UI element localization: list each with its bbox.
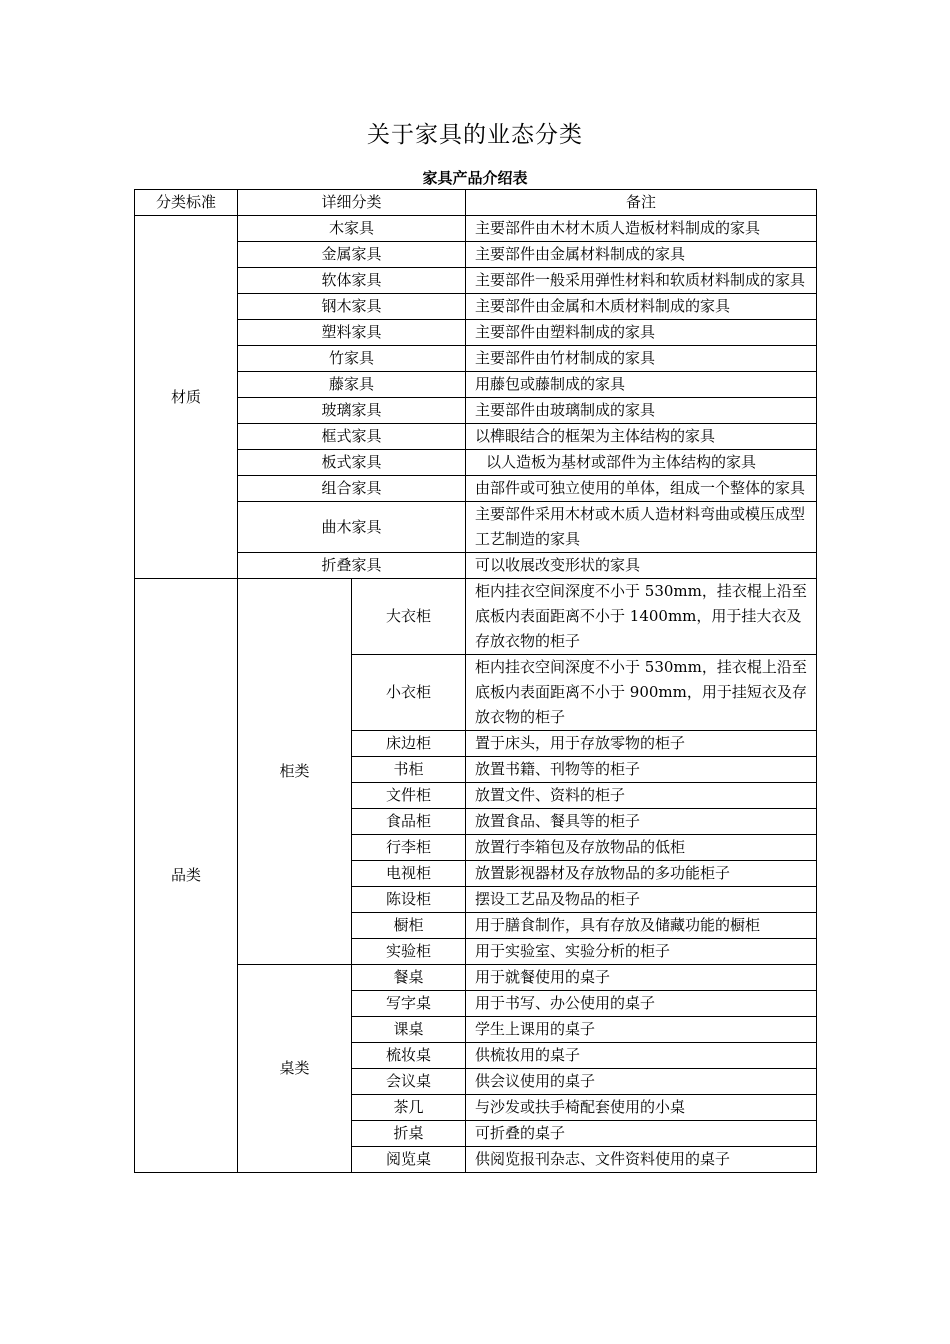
type-note: 主要部件由玻璃制成的家具 — [466, 398, 817, 424]
type-name: 软体家具 — [238, 268, 466, 294]
table-row — [135, 553, 817, 579]
item-note: 学生上课用的桌子 — [466, 1017, 817, 1043]
item-name: 梳妆桌 — [352, 1043, 466, 1069]
table-caption: 家具产品介绍表 — [422, 169, 528, 187]
type-note: 由部件或可独立使用的单体，组成一个整体的家具 — [466, 476, 817, 502]
item-name: 橱柜 — [352, 913, 466, 939]
item-name: 折桌 — [352, 1121, 466, 1147]
item-note: 放置行李箱包及存放物品的低柜 — [466, 835, 817, 861]
type-name: 藤家具 — [238, 372, 466, 398]
table-row — [135, 216, 817, 242]
item-name: 电视柜 — [352, 861, 466, 887]
type-note: 主要部件一般采用弹性材料和软质材料制成的家具 — [466, 268, 817, 294]
type-name: 塑料家具 — [238, 320, 466, 346]
table-row — [135, 320, 817, 346]
table-row — [135, 242, 817, 268]
type-note: 主要部件由金属和木质材料制成的家具 — [466, 294, 817, 320]
type-name: 框式家具 — [238, 424, 466, 450]
table-row — [135, 502, 817, 553]
item-note: 放置文件、资料的柜子 — [466, 783, 817, 809]
table-row — [135, 579, 817, 655]
item-note: 放置书籍、刊物等的柜子 — [466, 757, 817, 783]
table-row — [135, 476, 817, 502]
item-note: 置于床头，用于存放零物的柜子 — [466, 731, 817, 757]
item-name: 床边柜 — [352, 731, 466, 757]
table-row — [135, 346, 817, 372]
item-name: 茶几 — [352, 1095, 466, 1121]
type-note: 可以收展改变形状的家具 — [466, 553, 817, 579]
type-name: 竹家具 — [238, 346, 466, 372]
table-row — [135, 424, 817, 450]
page-title: 关于家具的业态分类 — [367, 122, 583, 148]
item-name: 写字桌 — [352, 991, 466, 1017]
type-name: 金属家具 — [238, 242, 466, 268]
item-note: 用于就餐使用的桌子 — [466, 965, 817, 991]
table-header-row — [135, 190, 817, 216]
item-name: 行李柜 — [352, 835, 466, 861]
item-name: 文件柜 — [352, 783, 466, 809]
table-row — [135, 450, 817, 476]
item-note: 摆设工艺品及物品的柜子 — [466, 887, 817, 913]
type-note: 用藤包或藤制成的家具 — [466, 372, 817, 398]
category-material: 材质 — [135, 216, 238, 579]
item-note: 与沙发或扶手椅配套使用的小桌 — [466, 1095, 817, 1121]
item-note: 供阅览报刊杂志、文件资料使用的桌子 — [466, 1147, 817, 1173]
table-row — [135, 372, 817, 398]
type-note: 主要部件由塑料制成的家具 — [466, 320, 817, 346]
table-row — [135, 965, 817, 991]
item-note: 用于膳食制作，具有存放及储藏功能的橱柜 — [466, 913, 817, 939]
item-name: 实验柜 — [352, 939, 466, 965]
type-name: 板式家具 — [238, 450, 466, 476]
item-note: 可折叠的桌子 — [466, 1121, 817, 1147]
type-name: 折叠家具 — [238, 553, 466, 579]
item-name: 大衣柜 — [352, 579, 466, 655]
type-name: 钢木家具 — [238, 294, 466, 320]
type-note: 以人造板为基材或部件为主体结构的家具 — [466, 450, 817, 476]
type-name: 玻璃家具 — [238, 398, 466, 424]
table-row — [135, 268, 817, 294]
type-note: 主要部件由木材木质人造板材料制成的家具 — [466, 216, 817, 242]
table-row — [135, 294, 817, 320]
item-note: 供梳妆用的桌子 — [466, 1043, 817, 1069]
item-name: 会议桌 — [352, 1069, 466, 1095]
item-name: 课桌 — [352, 1017, 466, 1043]
type-name: 木家具 — [238, 216, 466, 242]
item-name: 阅览桌 — [352, 1147, 466, 1173]
type-name: 组合家具 — [238, 476, 466, 502]
header-note: 备注 — [466, 190, 817, 216]
type-note: 主要部件由金属材料制成的家具 — [466, 242, 817, 268]
item-note: 放置影视器材及存放物品的多功能柜子 — [466, 861, 817, 887]
type-note: 以榫眼结合的框架为主体结构的家具 — [466, 424, 817, 450]
item-name: 餐桌 — [352, 965, 466, 991]
type-name: 曲木家具 — [238, 502, 466, 553]
category-product: 品类 — [135, 579, 238, 1173]
item-name: 陈设柜 — [352, 887, 466, 913]
item-note: 用于实验室、实验分析的柜子 — [466, 939, 817, 965]
type-note: 主要部件采用木材或木质人造材料弯曲或模压成型工艺制造的家具 — [466, 502, 817, 553]
item-note: 放置食品、餐具等的柜子 — [466, 809, 817, 835]
item-note: 供会议使用的桌子 — [466, 1069, 817, 1095]
table-row — [135, 398, 817, 424]
furniture-table — [134, 189, 817, 1173]
type-note: 主要部件由竹材制成的家具 — [466, 346, 817, 372]
item-note: 柜内挂衣空间深度不小于 530mm，挂衣棍上沿至底板内表面距离不小于 1400mm，用于挂大衣及存放衣物的柜子 — [466, 579, 817, 655]
item-name: 小衣柜 — [352, 655, 466, 731]
subcategory-desk: 桌类 — [238, 965, 352, 1173]
header-standard: 分类标准 — [135, 190, 238, 216]
item-name: 食品柜 — [352, 809, 466, 835]
header-detail: 详细分类 — [238, 190, 466, 216]
item-name: 书柜 — [352, 757, 466, 783]
item-note: 用于书写、办公使用的桌子 — [466, 991, 817, 1017]
item-note: 柜内挂衣空间深度不小于 530mm，挂衣棍上沿至底板内表面距离不小于 900mm，用于挂短衣及存放衣物的柜子 — [466, 655, 817, 731]
subcategory-cabinet: 柜类 — [238, 579, 352, 965]
